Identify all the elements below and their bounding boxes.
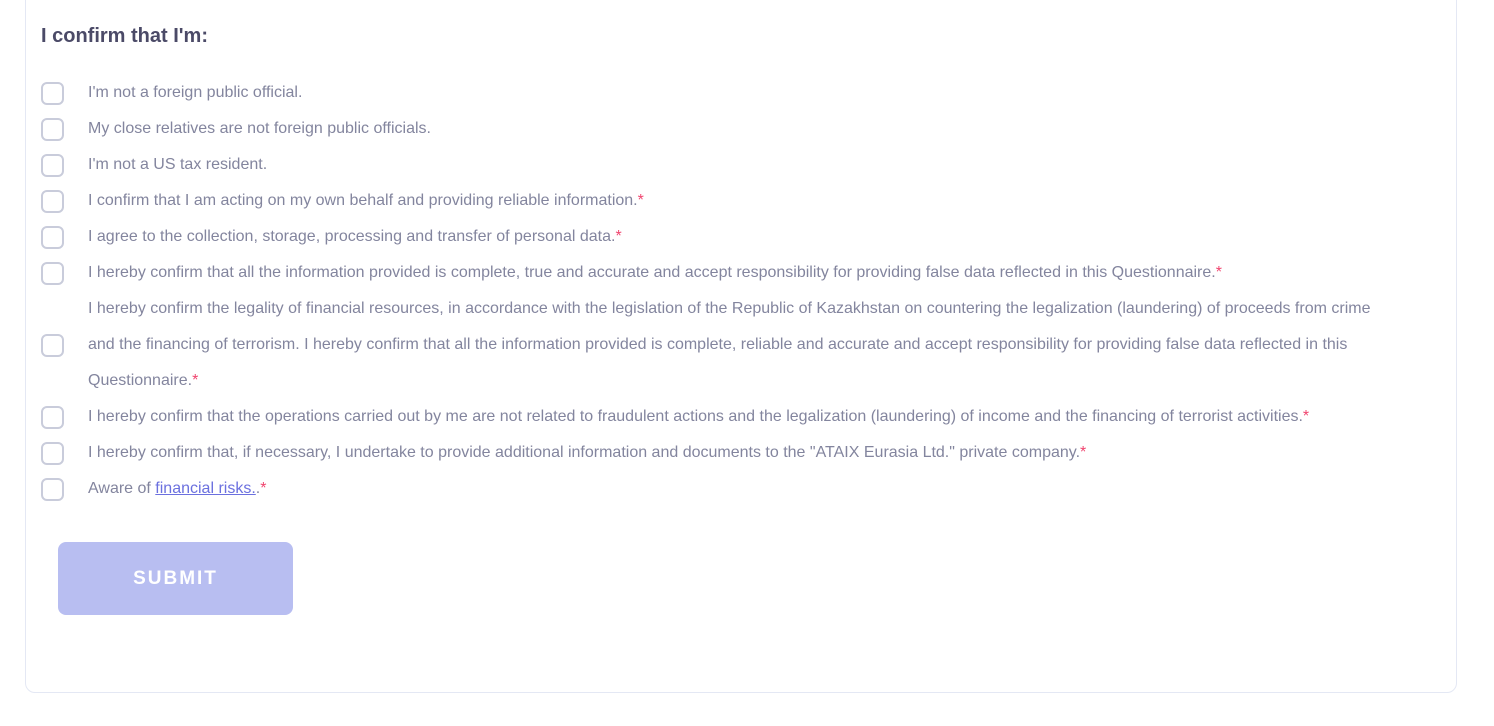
checkbox-label xyxy=(88,219,622,255)
checkbox-row xyxy=(41,75,1399,111)
checkbox-label-text: I'm not a US tax resident. xyxy=(88,156,268,173)
checkbox-label-text: I hereby confirm the legality of financial resources, in accordance with the legislation of the Republic of Kazakhstan on countering the legalization (laundering) of proceeds from crime and the financing of terrorism. I hereby confirm that all the information provided is complete, reliable and accurate and accept responsibility for providing false data reflected in this Questionnaire. xyxy=(88,300,1371,389)
checkbox[interactable] xyxy=(41,118,64,141)
checkbox-list xyxy=(41,75,1399,507)
checkbox-row xyxy=(41,111,1399,147)
checkbox-label xyxy=(88,399,1309,435)
card-heading: I confirm that I'm: xyxy=(41,25,208,47)
checkbox-label-suffix: . xyxy=(255,480,261,497)
checkbox-label xyxy=(88,291,1398,399)
checkbox[interactable] xyxy=(41,406,64,429)
submit-button[interactable]: SUBMIT xyxy=(58,542,293,615)
checkbox-label-text: I confirm that I am acting on my own behalf and providing reliable information. xyxy=(88,192,638,209)
checkbox[interactable] xyxy=(41,226,64,249)
required-asterisk: * xyxy=(615,228,622,245)
checkbox-row xyxy=(41,219,1399,255)
checkbox[interactable] xyxy=(41,82,64,105)
required-asterisk: * xyxy=(637,192,644,209)
checkbox-label xyxy=(88,183,644,219)
confirmation-card xyxy=(25,0,1457,693)
checkbox-row xyxy=(41,291,1399,399)
checkbox[interactable] xyxy=(41,478,64,501)
financial-risks-link[interactable]: financial risks. xyxy=(155,480,256,497)
required-asterisk: * xyxy=(260,480,267,497)
checkbox-label xyxy=(88,147,267,183)
checkbox-label-text: I'm not a foreign public official. xyxy=(88,84,303,101)
required-asterisk: * xyxy=(1215,264,1222,281)
checkbox[interactable] xyxy=(41,154,64,177)
required-asterisk: * xyxy=(192,372,199,389)
required-asterisk: * xyxy=(1302,408,1310,425)
checkbox-label xyxy=(88,111,431,147)
checkbox-row xyxy=(41,435,1399,471)
checkbox-label xyxy=(88,471,266,507)
checkbox[interactable] xyxy=(41,190,64,213)
checkbox-label-text: I hereby confirm that, if necessary, I undertake to provide additional information and documents to the "ATAIX Eurasia Ltd." private company. xyxy=(88,444,1081,461)
checkbox-label-text: I agree to the collection, storage, processing and transfer of personal data. xyxy=(88,228,616,245)
checkbox-label-text: Aware of xyxy=(88,480,156,497)
checkbox-row xyxy=(41,399,1399,435)
checkbox-row xyxy=(41,255,1399,291)
checkbox[interactable] xyxy=(41,442,64,465)
checkbox[interactable] xyxy=(41,262,64,285)
checkbox-label xyxy=(88,75,302,111)
checkbox-label-text: My close relatives are not foreign public officials. xyxy=(88,120,431,137)
checkbox[interactable] xyxy=(41,334,64,357)
required-asterisk: * xyxy=(1080,444,1087,461)
checkbox-label-text: I hereby confirm that the operations carried out by me are not related to fraudulent actions and the legalization (laundering) of income and the financing of terrorist activities. xyxy=(88,408,1303,425)
checkbox-label xyxy=(88,435,1086,471)
checkbox-label-text: I hereby confirm that all the information provided is complete, true and accurate and accept responsibility for providing false data reflected in this Questionnaire. xyxy=(88,264,1216,281)
checkbox-label xyxy=(88,255,1222,291)
checkbox-row xyxy=(41,183,1399,219)
checkbox-row xyxy=(41,147,1399,183)
checkbox-row xyxy=(41,471,1399,507)
